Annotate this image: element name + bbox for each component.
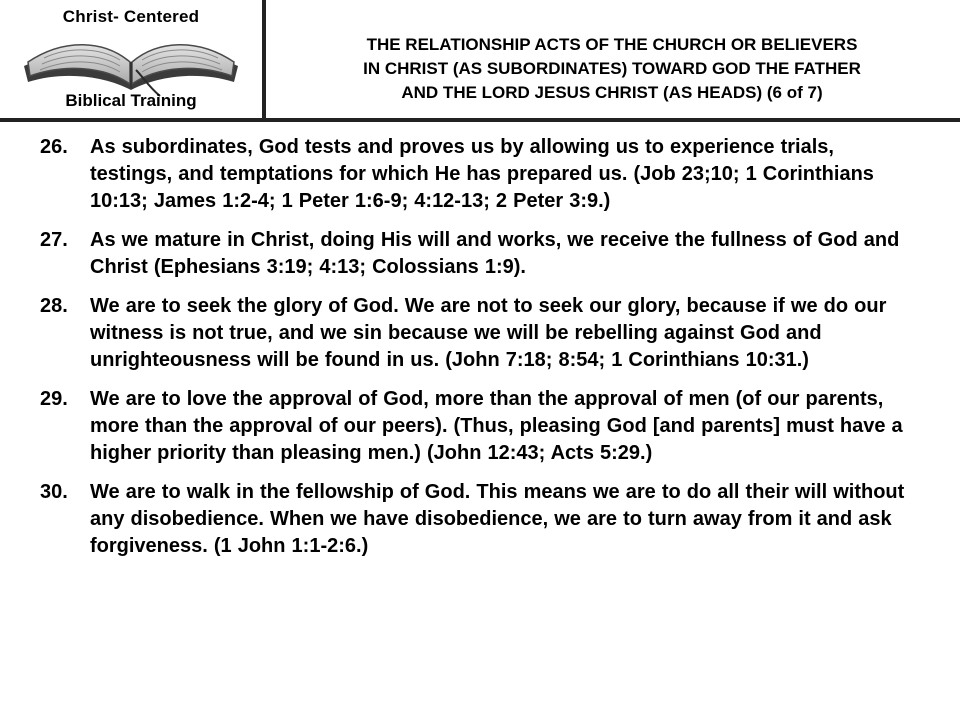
- item-text: As subordinates, God tests and proves us by allowing us to experience trials, testings, and temptations for which He has prepared us. (Job 23;10; 1 Corinthians 10:13; James 1:2-4; 1 Peter 1:6-9; 4:12-13; 2 Peter 3:9.): [90, 136, 874, 212]
- list-item: [40, 479, 920, 560]
- logo-bottom-text: Biblical Training: [65, 91, 197, 110]
- open-bible-icon: [20, 26, 242, 98]
- item-number: 28.: [40, 295, 68, 317]
- title-line: THE RELATIONSHIP ACTS OF THE CHURCH OR BELIEVERS: [366, 35, 858, 54]
- list-item: [40, 386, 920, 467]
- item-text: We are to love the approval of God, more than the approval of men (of our parents, more than the approval of our peers). (Thus, pleasing God [and parents] must have a higher priority than pleasing men.) (John 12:43; Acts 5:29.): [90, 388, 903, 464]
- list-item: [40, 134, 920, 215]
- item-number: 29.: [40, 388, 68, 410]
- item-text: As we mature in Christ, doing His will and works, we receive the fullness of God and Christ (Ephesians 3:19; 4:13; Colossians 1:9).: [90, 229, 900, 278]
- numbered-list: [40, 134, 920, 572]
- item-number: 26.: [40, 136, 68, 158]
- title-line: IN CHRIST (AS SUBORDINATES) TOWARD GOD THE FATHER: [363, 59, 861, 78]
- list-item: [40, 293, 920, 374]
- header-horizontal-divider: [0, 118, 960, 122]
- list-item: [40, 227, 920, 281]
- title-line: AND THE LORD JESUS CHRIST (AS HEADS) (6 of 7): [401, 83, 823, 102]
- page-title: [284, 33, 940, 105]
- item-number: 27.: [40, 229, 68, 251]
- logo-top-text: Christ- Centered: [62, 7, 200, 26]
- item-number: 30.: [40, 481, 68, 503]
- item-text: We are to seek the glory of God. We are not to seek our glory, because if we do our witness is not true, and we sin because we will be rebelling against God and unrighteousness will be found in us. (John 7:18; 8:54; 1 Corinthians 10:31.): [90, 295, 887, 371]
- logo: [0, 0, 262, 118]
- header-vertical-divider: [262, 0, 266, 118]
- item-text: We are to walk in the fellowship of God. This means we are to do all their will without any disobedience. When we have disobedience, we are to turn away from it and ask forgiveness. (1 John 1:1-2:6.): [90, 481, 905, 557]
